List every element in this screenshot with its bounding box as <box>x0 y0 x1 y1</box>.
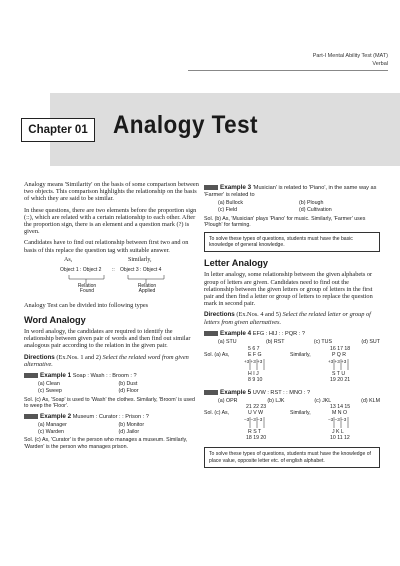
example-question: EFG : HIJ : : PQR : ? <box>252 330 305 337</box>
option-d: (d) Floor <box>118 387 139 394</box>
example-label: Example 2 <box>40 412 72 420</box>
option-b: (b) Plough <box>299 200 324 206</box>
left-column <box>24 181 199 454</box>
header-rule <box>188 70 388 71</box>
directions-range: (Ex.Nos. 4 and 5) <box>236 311 281 319</box>
example-2-solution: Sol. (c) As, 'Curator' is the person who manages a museum. Similarly, 'Warden' is the person who manages prison. <box>24 437 188 451</box>
example-marker-icon <box>24 414 38 419</box>
section-label: Verbal <box>372 61 388 67</box>
intro-paragraph-2: In these questions, there are two elements before the proportion sign (::), which are related with a certain relationship to each other. After the proportion sign, there is an element and a question mark (?) is given. <box>24 206 197 236</box>
letter-directions <box>204 311 380 325</box>
example-question: UVW : RST : : MNO : ? <box>252 389 311 396</box>
example-marker-icon <box>24 373 38 378</box>
left-bottom-letters: R S T <box>248 429 262 436</box>
directions-text: Select the related letter or group of letters from given alternatives. <box>204 311 371 326</box>
option-c: (c) Sweep <box>38 387 62 394</box>
directions-label: Directions <box>24 353 55 361</box>
left-ops: +3 +3 +3 <box>244 358 263 364</box>
letter-analogy-heading: Letter Analogy <box>204 258 268 269</box>
right-top-numbers: 13 14 15 <box>330 404 351 411</box>
example-3-options <box>204 200 380 214</box>
example-question: 'Musician' is related to 'Piano', in the same way as 'Farmer' is related to <box>204 185 377 198</box>
option-a: (a) OPR <box>218 397 238 404</box>
left-bottom-numbers: 18 19 20 <box>246 435 267 442</box>
part-label: Part-I Mental Ability Test (MAT) <box>312 53 388 59</box>
diagram-found: Relation Found <box>77 282 97 295</box>
example-marker-icon <box>204 390 218 395</box>
option-d: (d) Jailor <box>118 428 140 435</box>
left-bottom-letters: H I J <box>248 370 259 377</box>
example-4-arrows <box>204 346 380 386</box>
diagram-left-objects: Object 1 : Object 2 <box>60 266 102 273</box>
left-bottom-numbers: 8 9 10 <box>248 376 263 383</box>
option-d: (d) SUT <box>361 338 380 345</box>
right-bottom-numbers: 10 11 12 <box>330 435 350 442</box>
example-5-options <box>204 398 380 405</box>
option-d: (d) KLM <box>361 397 380 404</box>
option-b: (b) Monitor <box>118 421 145 428</box>
left-top-letters: E F G <box>248 351 262 358</box>
directions-range: (Ex.Nos. 1 and 2) <box>56 353 101 361</box>
right-bottom-letters: S T U <box>332 370 346 377</box>
word-analogy-heading: Word Analogy <box>24 315 86 326</box>
option-a: (a) Manager <box>38 421 67 428</box>
example-question: Museum : Curator : : Prison : ? <box>72 413 149 420</box>
intro-paragraph-1: Analogy means 'Similarity' on the basis of some comparison between two objects. This comparison highlights the relationship on the basis of which they are said to be similar. <box>24 181 199 203</box>
types-line: Analogy Test can be divided into following types <box>24 301 149 309</box>
word-directions <box>24 354 199 368</box>
example-label: Example 5 <box>220 388 252 396</box>
chapter-title: Analogy Test <box>113 111 259 139</box>
example-4-options <box>204 339 380 346</box>
example-label: Example 4 <box>220 329 252 337</box>
right-ops: −3 −3 −3 <box>328 417 347 423</box>
option-a: (a) Bullock <box>218 200 244 206</box>
diagram-separator: :: <box>112 266 115 273</box>
example-3-solution: Sol. (b) As, 'Musician' plays 'Piano' for music. Similarly, 'Farmer' uses 'Plough' for farming. <box>204 215 366 229</box>
right-top-numbers: 16 17 18 <box>330 345 351 352</box>
diagram-brackets <box>24 258 199 298</box>
example-2-heading <box>24 413 199 421</box>
letter-analogy-paragraph: In letter analogy, some relationship between the given alphabets or group of letters are given. Candidates need to find out the relationship between the given letters or group of letters in the first pair and then find a letter or group of letters to replace the question mark in second pair. <box>204 271 373 308</box>
example-5-arrows <box>204 404 380 444</box>
chapter-label: Chapter 01 <box>21 118 95 142</box>
example-5-working <box>204 404 380 444</box>
example-label: Example 1 <box>40 372 72 380</box>
option-c: (c) Warden <box>38 428 64 435</box>
diagram-right-objects: Object 3 : Object 4 <box>120 266 162 273</box>
diagram-similarly: Similarly, <box>128 256 152 263</box>
option-b: (b) RST <box>265 338 285 345</box>
option-d: (d) Cultivation <box>299 206 332 213</box>
option-b: (b) Dust <box>118 381 138 388</box>
left-top-numbers: 5 6 7 <box>248 345 260 352</box>
similarly-label: Similarly, <box>290 351 311 358</box>
example-marker-icon <box>204 185 218 190</box>
option-c: (c) Field <box>218 206 238 213</box>
example-4-heading <box>204 330 380 338</box>
running-header <box>313 52 388 68</box>
left-top-letters: U V W <box>248 410 263 417</box>
solution-prefix: Sol. (a) As, <box>204 351 230 358</box>
example-4-working <box>204 346 380 386</box>
right-top-letters: M N O <box>332 410 347 417</box>
left-ops: −3 −3 −3 <box>244 417 263 423</box>
example-2-options <box>24 422 199 436</box>
right-ops: +3 +3 +3 <box>328 358 347 364</box>
option-c: (c) JKL <box>314 397 332 404</box>
intro-paragraph-3: Candidates have to find out relationship between first two and on basis of this replace the question tag with suitable answer. <box>24 239 189 254</box>
right-top-letters: P Q R <box>332 351 347 358</box>
example-label: Example 3 <box>220 184 252 191</box>
option-a: (a) STU <box>218 338 237 345</box>
analogy-diagram <box>24 258 199 298</box>
option-b: (b) LJK <box>267 397 285 404</box>
example-5-heading <box>204 389 380 397</box>
example-marker-icon <box>204 331 218 336</box>
tip-box-2: To solve these types of questions, students must have the knowledge of place value, opposite letter etc. of english alphabet. <box>204 447 380 468</box>
diagram-as: As, <box>64 256 73 263</box>
example-1-heading <box>24 372 199 380</box>
example-1-solution: Sol. (c) As, 'Soap' is used to 'Wash' the clothes. Similarly, 'Broom' is used to weep the 'Floor'. <box>24 396 195 410</box>
directions-label: Directions <box>204 311 235 319</box>
right-column <box>204 181 380 471</box>
diagram-applied: Relation Applied <box>137 282 157 295</box>
right-bottom-letters: J K L <box>332 429 344 436</box>
option-c: (c) TUS <box>313 338 333 345</box>
left-top-numbers: 21 22 23 <box>246 404 267 411</box>
word-analogy-paragraph: In word analogy, the candidates are required to identify the relationship between given pair of words and then find out similar analogous pair according to the relation in the given pair. <box>24 328 191 350</box>
similarly-label: Similarly, <box>290 410 311 417</box>
directions-text: Select the related word from given alternative. <box>24 353 189 368</box>
solution-prefix: Sol. (c) As, <box>204 410 230 417</box>
tip-box-1: To solve these types of questions, students must have the basic knowledge of general knowledge. <box>204 232 380 253</box>
example-1-options <box>24 381 199 395</box>
example-3-heading <box>204 184 380 199</box>
example-question: Soap : Wash : : Broom : ? <box>72 373 137 380</box>
option-a: (a) Clean <box>38 381 60 388</box>
right-bottom-numbers: 19 20 21 <box>330 376 351 383</box>
